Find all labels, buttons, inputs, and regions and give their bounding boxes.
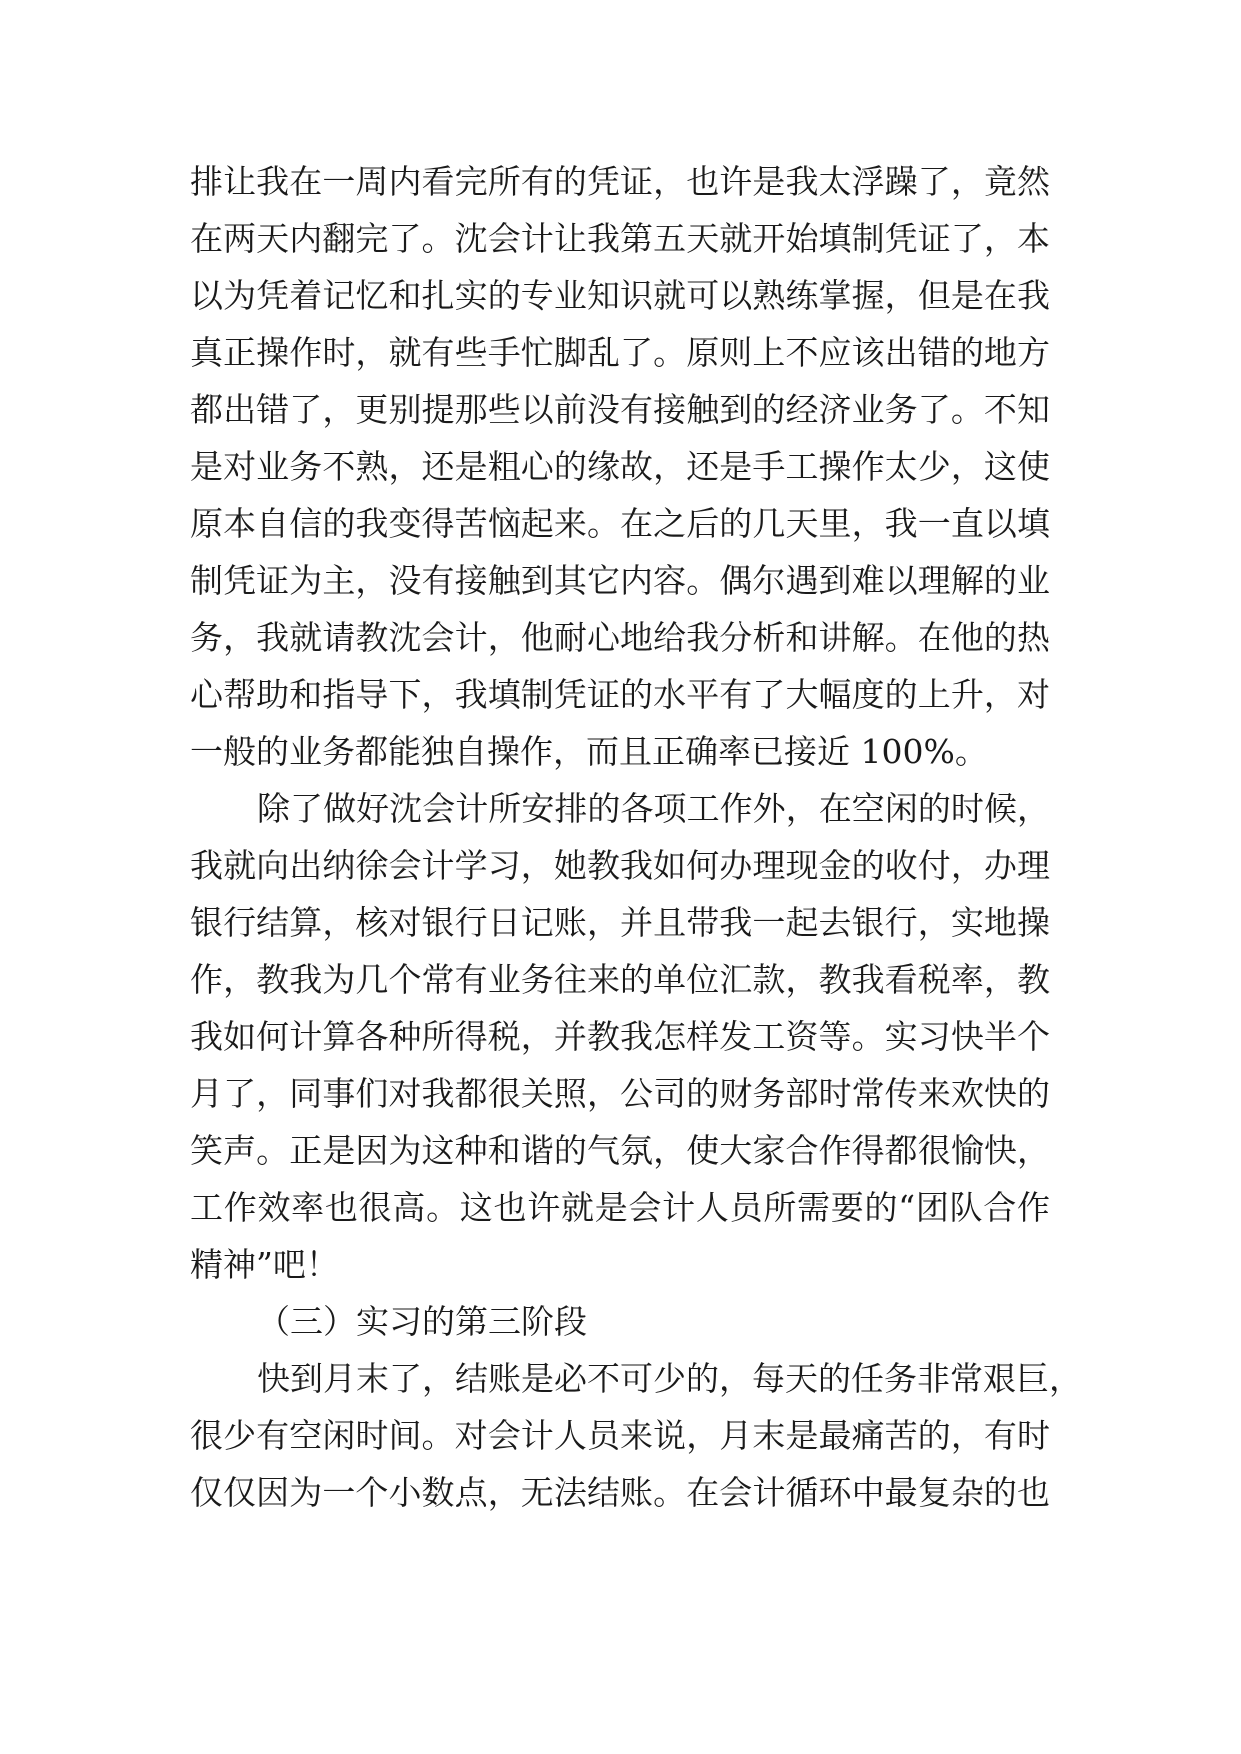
text-line: 都出错了，更别提那些以前没有接触到的经济业务了。不知 [190,390,1050,429]
text-line: 原本自信的我变得苦恼起来。在之后的几天里，我一直以填 [190,504,1050,543]
text-line: 我就向出纳徐会计学习，她教我如何办理现金的收付，办理 [190,846,1050,885]
text-line: 仅仅因为一个小数点，无法结账。在会计循环中最复杂的也 [190,1473,1050,1512]
paragraph-first-line: 除了做好沈会计所安排的各项工作外，在空闲的时候， [257,789,1050,828]
paragraph-first-line: 快到月末了，结账是必不可少的，每天的任务非常艰巨， [257,1359,1082,1398]
text-line: 心帮助和指导下，我填制凭证的水平有了大幅度的上升，对 [190,675,1050,714]
text-line: 以为凭着记忆和扎实的专业知识就可以熟练掌握，但是在我 [190,276,1050,315]
text-line: 笑声。正是因为这种和谐的气氛，使大家合作得都很愉快， [190,1131,1050,1170]
section-heading: （三）实习的第三阶段 [257,1302,587,1341]
text-line: 工作效率也很高。这也许就是会计人员所需要的“团队合作 [190,1188,1050,1227]
text-line: 制凭证为主，没有接触到其它内容。偶尔遇到难以理解的业 [190,561,1050,600]
text-line: 是对业务不熟，还是粗心的缘故，还是手工操作太少，这使 [190,447,1050,486]
text-line: 精神”吧！ [190,1245,339,1284]
text-line: 银行结算，核对银行日记账，并且带我一起去银行，实地操 [190,903,1050,942]
text-line: 务，我就请教沈会计，他耐心地给我分析和讲解。在他的热 [190,618,1050,657]
text-line: 作，教我为几个常有业务往来的单位汇款，教我看税率，教 [190,960,1050,999]
text-line: 排让我在一周内看完所有的凭证，也许是我太浮躁了，竟然 [190,162,1050,201]
text-line: 我如何计算各种所得税，并教我怎样发工资等。实习快半个 [190,1017,1050,1056]
text-line: 很少有空闲时间。对会计人员来说，月末是最痛苦的，有时 [190,1416,1050,1455]
text-line: 一般的业务都能独自操作，而且正确率已接近 100%。 [190,732,988,771]
text-line: 真正操作时，就有些手忙脚乱了。原则上不应该出错的地方 [190,333,1050,372]
text-line: 在两天内翻完了。沈会计让我第五天就开始填制凭证了，本 [190,219,1050,258]
text-line: 月了，同事们对我都很关照，公司的财务部时常传来欢快的 [190,1074,1050,1113]
